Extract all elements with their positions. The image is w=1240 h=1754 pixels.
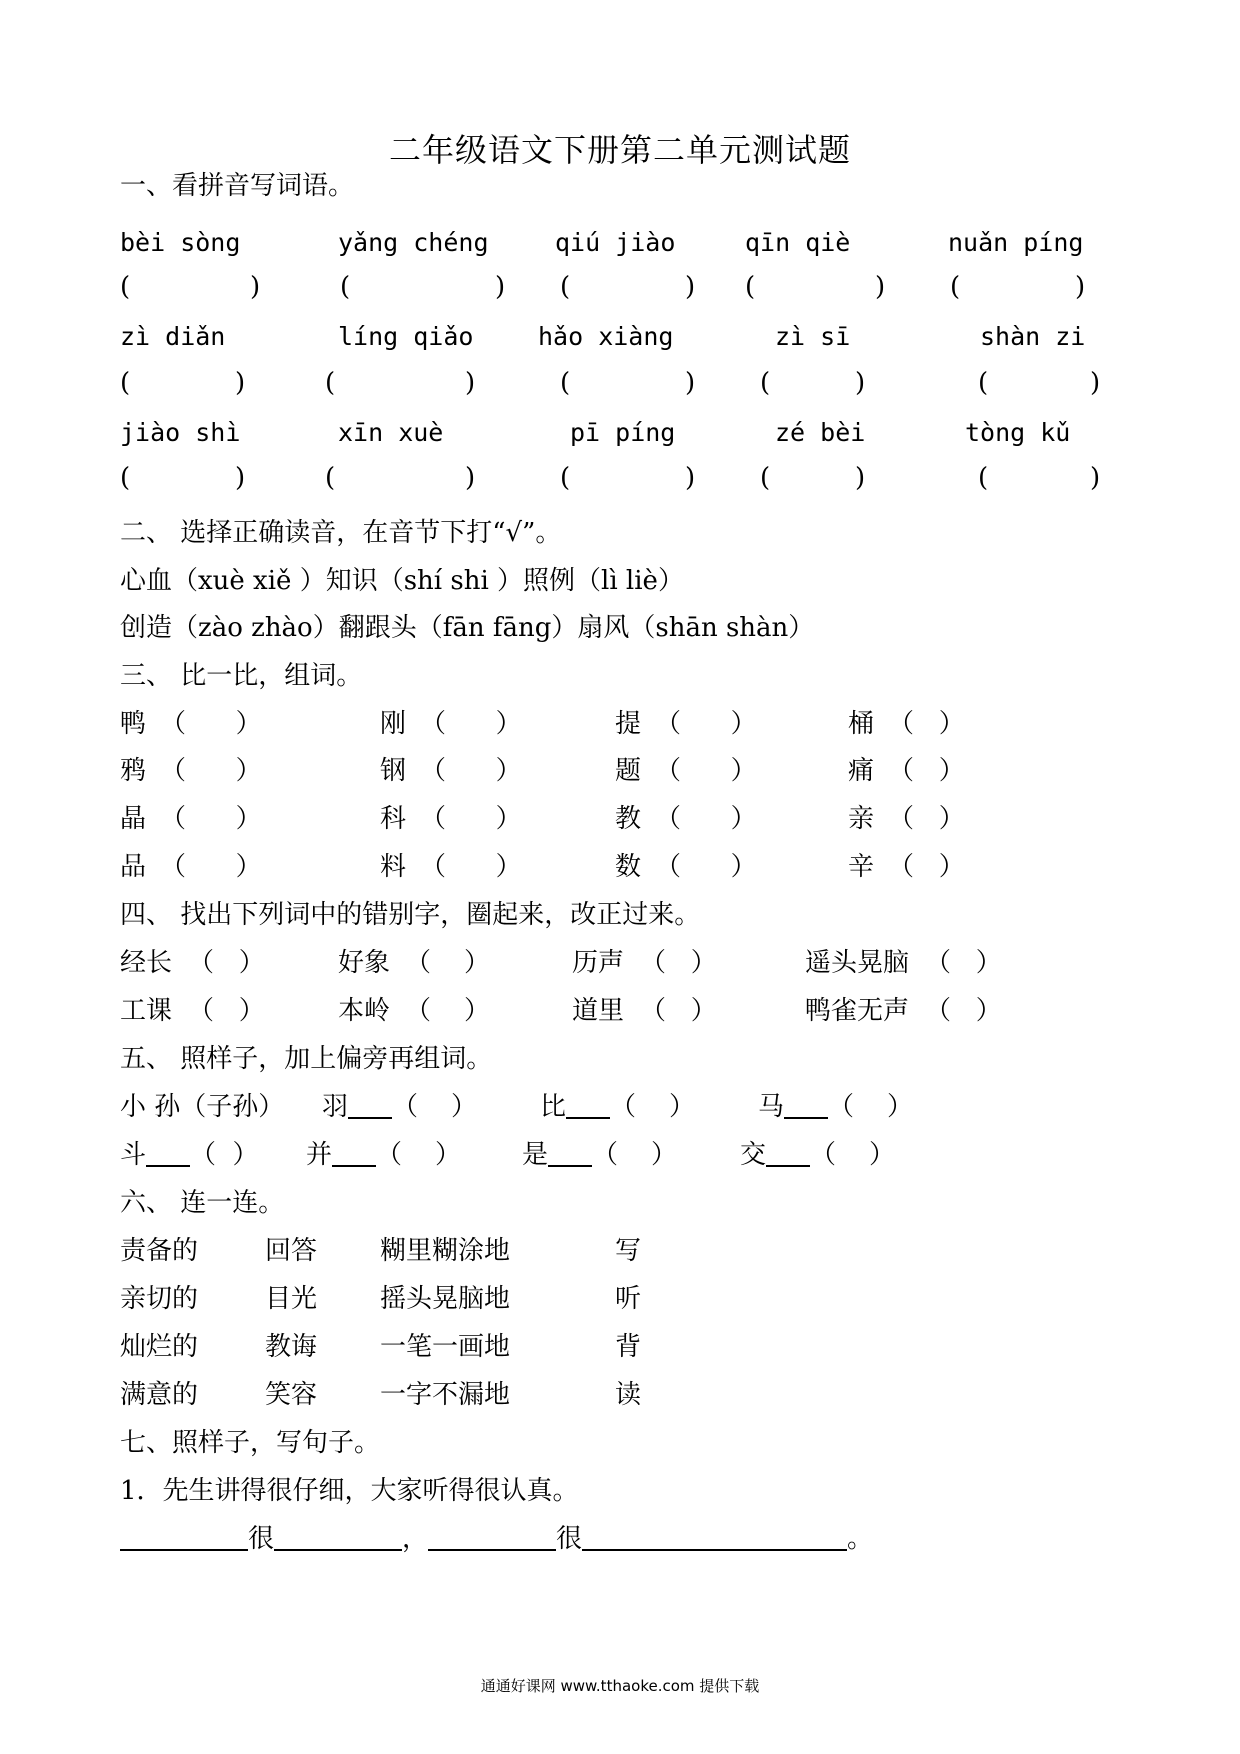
paren-pair: （ ） (420, 852, 522, 882)
pinyin-item: zì diǎn (120, 322, 226, 351)
comma: ， (402, 1524, 429, 1554)
paren-pair: （ ） (888, 804, 965, 834)
pinyin-item: zé bèi (775, 418, 866, 447)
radical-char: 马 (758, 1092, 785, 1122)
answer-paren-open: ( (978, 368, 989, 398)
paren-pair: （ ） (655, 852, 757, 882)
answer-paren-open: ( (760, 463, 771, 493)
char-item: 晶 (120, 804, 147, 834)
pinyin-item: líng qiǎo (338, 322, 474, 351)
fill-blank: （ ） (566, 1086, 695, 1123)
char-item: 科 (380, 804, 407, 834)
answer-paren-close: ) (250, 272, 261, 302)
word-item: 道里 (572, 996, 625, 1026)
paren-pair: （ ） (160, 852, 262, 882)
paren-pair: （ ） (160, 804, 262, 834)
answer-paren-close: ) (875, 272, 886, 302)
paren-pair: （ ） (655, 804, 757, 834)
hen-char: 很 (556, 1524, 583, 1554)
answer-paren-open: ( (745, 272, 756, 302)
answer-paren-close: ) (1090, 463, 1101, 493)
paren-pair: （ ） (888, 756, 965, 786)
char-item: 钢 (380, 756, 407, 786)
paren-pair: （ ） (420, 756, 522, 786)
match-item: 灿烂的 (120, 1332, 199, 1362)
section1-heading: 一、看拼音写词语。 (120, 171, 355, 201)
pinyin-item: xīn xuè (338, 418, 444, 447)
section3-heading: 三、 比一比，组词。 (120, 661, 363, 691)
sentence-template (120, 1518, 873, 1555)
answer-paren-open: ( (560, 272, 571, 302)
answer-paren-open: ( (560, 463, 571, 493)
paren-pair: （ ） (640, 948, 717, 978)
paren-pair: （ ） (420, 709, 522, 739)
word-item: 好象 (338, 948, 391, 978)
answer-paren-open: ( (325, 463, 336, 493)
section2-line2: 创造（zào zhào）翻跟头（fān fāng）扇风（shān shàn） (120, 613, 815, 643)
match-item: 教诲 (265, 1332, 318, 1362)
char-item: 教 (615, 804, 642, 834)
answer-paren-open: ( (978, 463, 989, 493)
match-item: 写 (615, 1236, 642, 1266)
word-item: 遥头晃脑 (805, 948, 910, 978)
pinyin-item: bèi sòng (120, 228, 241, 257)
char-item: 料 (380, 852, 407, 882)
section7-heading: 七、照样子，写句子。 (120, 1428, 381, 1458)
section4-heading: 四、 找出下列词中的错别字，圈起来，改正过来。 (120, 900, 701, 930)
section2-heading: 二、 选择正确读音，在音节下打“√”。 (120, 518, 562, 548)
char-item: 品 (120, 852, 147, 882)
pinyin-item: jiào shì (120, 418, 241, 447)
char-item: 提 (615, 709, 642, 739)
example-text: 小 孙（子孙） (120, 1092, 285, 1122)
paren-pair: （ ） (420, 804, 522, 834)
match-item: 一笔一画地 (380, 1332, 511, 1362)
fill-blank: （ ） (348, 1086, 477, 1123)
section2-line1: 心血（xuè xiě ）知识（shí shi ）照例（lì liè） (120, 566, 684, 596)
pinyin-item: nuǎn píng (948, 228, 1084, 257)
match-item: 听 (615, 1284, 642, 1314)
char-item: 鸭 (120, 709, 147, 739)
paren-pair: （ ） (405, 948, 491, 978)
radical-char: 是 (522, 1140, 549, 1170)
match-item: 一字不漏地 (380, 1380, 511, 1410)
answer-paren-open: ( (325, 368, 336, 398)
word-item: 鸭雀无声 (805, 996, 910, 1026)
section6-heading: 六、 连一连。 (120, 1188, 285, 1218)
match-item: 回答 (265, 1236, 318, 1266)
answer-paren-open: ( (120, 463, 131, 493)
pinyin-item: hǎo xiàng (538, 322, 674, 351)
radical-char: 并 (306, 1140, 333, 1170)
paren-pair: （ ） (888, 852, 965, 882)
word-item: 历声 (572, 948, 625, 978)
answer-paren-close: ) (465, 368, 476, 398)
pinyin-item: shàn zi (980, 322, 1086, 351)
match-item: 责备的 (120, 1236, 199, 1266)
answer-paren-open: ( (950, 272, 961, 302)
pinyin-item: yǎng chéng (338, 228, 489, 257)
paren-pair: （ ） (640, 996, 717, 1026)
word-item: 本岭 (338, 996, 391, 1026)
radical-char: 羽 (322, 1092, 349, 1122)
word-item: 经长 (120, 948, 173, 978)
answer-paren-close: ) (685, 463, 696, 493)
paren-pair: （ ） (188, 948, 265, 978)
radical-char: 斗 (120, 1140, 147, 1170)
answer-paren-open: ( (560, 368, 571, 398)
answer-paren-close: ) (685, 272, 696, 302)
page-title: 二年级语文下册第二单元测试题 (388, 131, 851, 169)
char-item: 痛 (848, 756, 875, 786)
fill-blank: （ ） (146, 1134, 259, 1171)
char-item: 辛 (848, 852, 875, 882)
answer-paren-close: ) (235, 368, 246, 398)
radical-char: 比 (540, 1092, 567, 1122)
match-item: 笑容 (265, 1380, 318, 1410)
fill-blank: （ ） (766, 1134, 895, 1171)
section5-heading: 五、 照样子，加上偏旁再组词。 (120, 1044, 493, 1074)
pinyin-item: qīn qiè (745, 228, 851, 257)
char-item: 鸦 (120, 756, 147, 786)
char-item: 题 (615, 756, 642, 786)
char-item: 数 (615, 852, 642, 882)
answer-paren-close: ) (465, 463, 476, 493)
paren-pair: （ ） (925, 948, 1002, 978)
answer-paren-close: ) (855, 368, 866, 398)
pinyin-item: zì sī (775, 322, 851, 351)
period: 。 (847, 1524, 874, 1554)
answer-paren-close: ) (495, 272, 506, 302)
word-item: 工课 (120, 996, 173, 1026)
char-item: 刚 (380, 709, 407, 739)
paren-pair: （ ） (405, 996, 491, 1026)
section7-example: 1．先生讲得很仔细，大家听得很认真。 (120, 1476, 579, 1506)
char-item: 亲 (848, 804, 875, 834)
match-item: 糊里糊涂地 (380, 1236, 511, 1266)
paren-pair: （ ） (160, 709, 262, 739)
paren-pair: （ ） (888, 709, 965, 739)
answer-paren-close: ) (1090, 368, 1101, 398)
answer-paren-open: ( (120, 272, 131, 302)
answer-paren-close: ) (235, 463, 246, 493)
radical-char: 交 (740, 1140, 767, 1170)
match-item: 读 (615, 1380, 642, 1410)
answer-paren-close: ) (1075, 272, 1086, 302)
pinyin-item: qiú jiào (555, 228, 676, 257)
paren-pair: （ ） (160, 756, 262, 786)
answer-paren-open: ( (760, 368, 771, 398)
pinyin-item: pī píng (570, 418, 676, 447)
answer-paren-open: ( (120, 368, 131, 398)
char-item: 桶 (848, 709, 875, 739)
match-item: 亲切的 (120, 1284, 199, 1314)
paren-pair: （ ） (188, 996, 265, 1026)
fill-blank: （ ） (548, 1134, 677, 1171)
paren-pair: （ ） (925, 996, 1002, 1026)
fill-blank: （ ） (784, 1086, 913, 1123)
hen-char: 很 (248, 1524, 275, 1554)
match-item: 目光 (265, 1284, 318, 1314)
footer-credit: 通通好课网 www.tthaoke.com 提供下载 (480, 1677, 760, 1695)
match-item: 背 (615, 1332, 642, 1362)
pinyin-item: tòng kǔ (965, 418, 1071, 447)
answer-paren-open: ( (340, 272, 351, 302)
answer-paren-close: ) (685, 368, 696, 398)
paren-pair: （ ） (655, 756, 757, 786)
paren-pair: （ ） (655, 709, 757, 739)
match-item: 摇头晃脑地 (380, 1284, 511, 1314)
answer-paren-close: ) (855, 463, 866, 493)
match-item: 满意的 (120, 1380, 199, 1410)
fill-blank: （ ） (332, 1134, 461, 1171)
